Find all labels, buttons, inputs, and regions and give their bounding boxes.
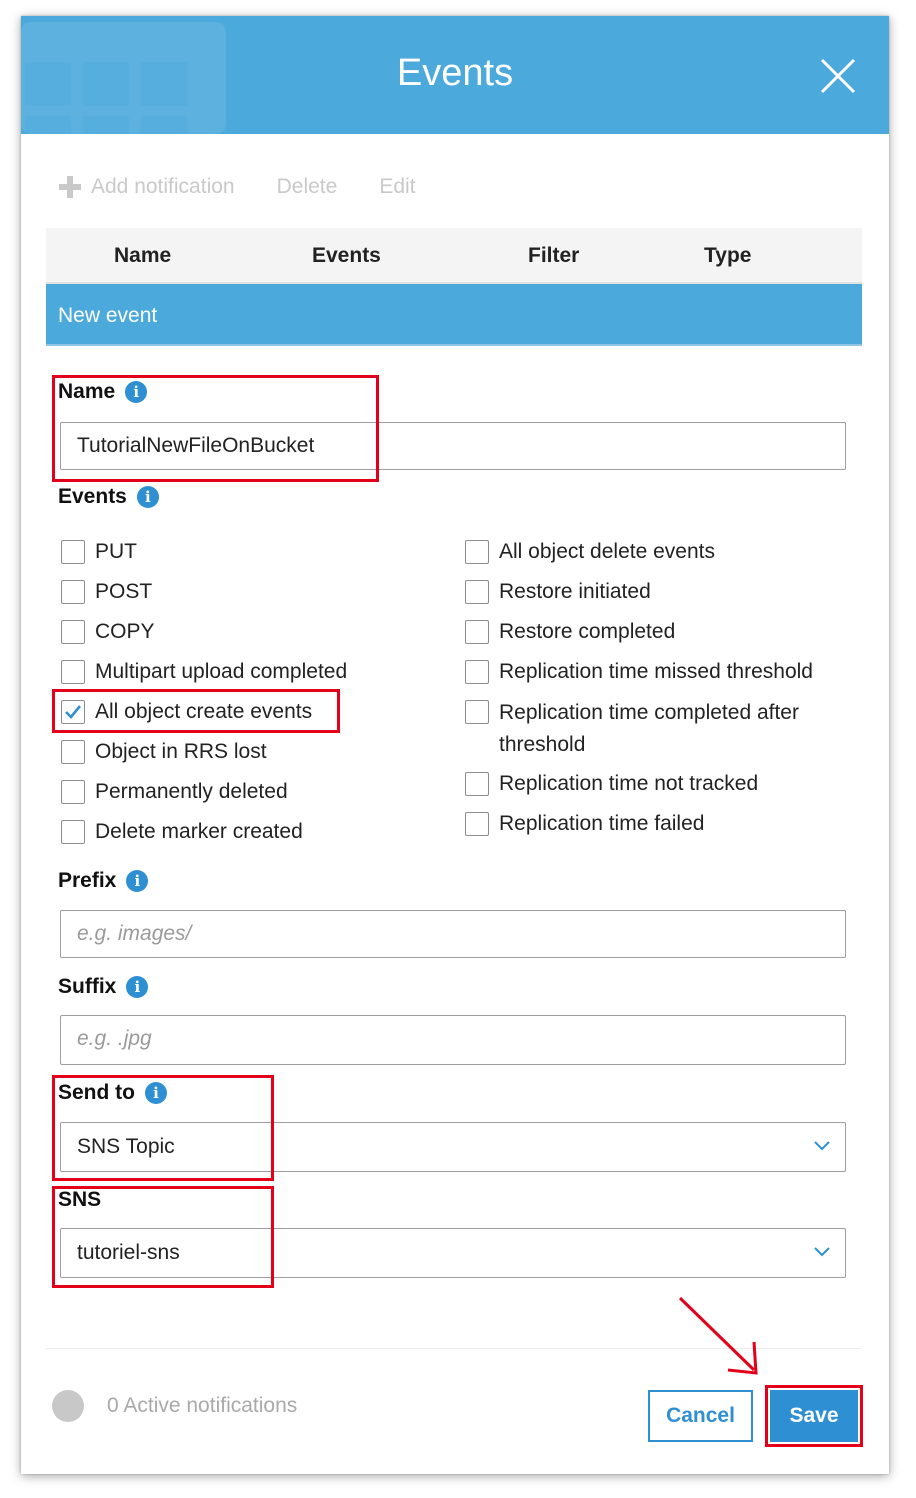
event-option-replication-completed[interactable] (465, 697, 825, 761)
sns-label-text: SNS (58, 1188, 102, 1211)
checkbox[interactable] (465, 700, 489, 724)
column-header-name[interactable]: Name (114, 244, 172, 267)
event-option-label: Object in RRS lost (95, 740, 267, 763)
notifications-table-header (46, 228, 862, 284)
event-option-label: Restore completed (499, 620, 676, 643)
event-option-label: All object create events (95, 700, 313, 723)
send-to-label (58, 1081, 167, 1105)
save-button[interactable]: Save (770, 1390, 858, 1442)
event-option-label: Multipart upload completed (95, 660, 348, 683)
name-input[interactable]: TutorialNewFileOnBucket (60, 422, 846, 470)
delete-button[interactable]: Delete (276, 175, 338, 198)
add-notification-label: Add notification (91, 175, 235, 198)
prefix-label-text: Prefix (58, 869, 117, 892)
chevron-down-icon (813, 1246, 831, 1258)
checkbox[interactable] (465, 772, 489, 796)
active-notifications-status: 0 Active notifications (107, 1394, 298, 1417)
event-option-label: COPY (95, 620, 155, 643)
sns-label (58, 1188, 101, 1212)
event-option-put[interactable] (61, 537, 137, 567)
column-header-events[interactable]: Events (312, 244, 381, 267)
event-option-label: Restore initiated (499, 580, 651, 603)
plus-icon (59, 176, 81, 198)
dialog-title: Events (396, 52, 514, 94)
info-icon[interactable]: i (137, 486, 159, 508)
checkbox[interactable] (61, 580, 85, 604)
event-option-label: POST (95, 580, 153, 603)
checkbox[interactable] (465, 660, 489, 684)
event-option-copy[interactable] (61, 617, 155, 647)
checkbox[interactable] (61, 820, 85, 844)
notification-toolbar (59, 172, 458, 202)
event-option-label: All object delete events (499, 540, 715, 563)
checkbox[interactable] (61, 660, 85, 684)
event-option-label: Replication time completed after threshold (499, 701, 799, 756)
send-to-value: SNS Topic (77, 1135, 175, 1158)
annotation-arrow-icon (650, 1272, 770, 1382)
event-option-label: PUT (95, 540, 137, 563)
checkbox[interactable] (61, 620, 85, 644)
event-option-replication-not-tracked[interactable] (465, 769, 758, 799)
column-header-type[interactable]: Type (704, 244, 752, 267)
add-notification-button[interactable] (59, 175, 235, 199)
column-header-filter[interactable]: Filter (528, 244, 580, 267)
event-option-label: Replication time missed threshold (499, 660, 813, 683)
checkbox[interactable] (465, 540, 489, 564)
events-label (58, 485, 159, 509)
event-option-restore-initiated[interactable] (465, 577, 651, 607)
event-option-post[interactable] (61, 577, 152, 607)
prefix-label (58, 869, 148, 893)
event-option-all-delete[interactable] (465, 537, 715, 567)
cancel-button[interactable]: Cancel (648, 1390, 753, 1442)
name-label (58, 380, 147, 404)
send-to-label-text: Send to (58, 1081, 135, 1104)
checkbox[interactable] (61, 540, 85, 564)
event-option-replication-missed[interactable] (465, 657, 813, 687)
send-to-select[interactable] (60, 1122, 846, 1172)
status-indicator (52, 1390, 84, 1422)
close-icon[interactable] (818, 56, 858, 96)
chevron-down-icon (813, 1140, 831, 1152)
info-icon[interactable]: i (126, 870, 148, 892)
event-option-replication-failed[interactable] (465, 809, 704, 839)
edit-button[interactable]: Edit (379, 175, 416, 198)
info-icon[interactable]: i (125, 381, 147, 403)
dialog-header (21, 16, 889, 134)
event-option-delete-marker[interactable] (61, 817, 303, 847)
events-dialog (21, 16, 889, 1474)
events-label-text: Events (58, 485, 127, 508)
event-option-all-create[interactable] (61, 697, 312, 727)
new-event-row[interactable] (46, 284, 862, 346)
new-event-label: New event (58, 304, 158, 327)
sns-topic-select[interactable] (60, 1228, 846, 1278)
event-option-label: Permanently deleted (95, 780, 288, 803)
event-option-label: Replication time not tracked (499, 772, 759, 795)
event-option-multipart[interactable] (61, 657, 347, 687)
event-option-permanently-deleted[interactable] (61, 777, 288, 807)
suffix-label (58, 975, 148, 999)
checkbox[interactable] (61, 740, 85, 764)
info-icon[interactable]: i (145, 1082, 167, 1104)
prefix-input[interactable]: e.g. images/ (60, 910, 846, 958)
event-option-label: Replication time failed (499, 812, 705, 835)
event-option-rrs-lost[interactable] (61, 737, 267, 767)
name-label-text: Name (58, 380, 116, 403)
checkbox[interactable] (465, 580, 489, 604)
checkbox[interactable] (465, 620, 489, 644)
event-option-label: Delete marker created (95, 820, 303, 843)
sns-topic-value: tutoriel-sns (77, 1241, 180, 1264)
suffix-label-text: Suffix (58, 975, 117, 998)
suffix-input[interactable]: e.g. .jpg (60, 1015, 846, 1065)
checkbox[interactable] (61, 780, 85, 804)
event-option-restore-completed[interactable] (465, 617, 675, 647)
checkmark-icon (63, 702, 83, 722)
checkbox[interactable] (465, 812, 489, 836)
checkbox-checked[interactable] (61, 700, 85, 724)
info-icon[interactable]: i (126, 976, 148, 998)
